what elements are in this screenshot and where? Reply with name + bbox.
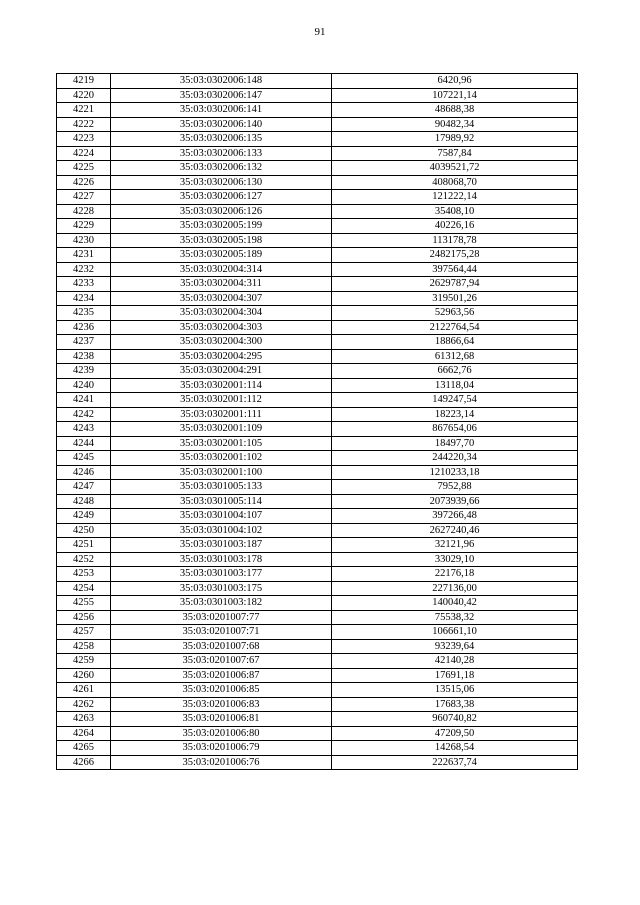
cadastral-number-cell: 35:03:0302006:132	[111, 161, 332, 176]
row-number-cell: 4233	[57, 277, 111, 292]
cadastral-number-cell: 35:03:0302004:311	[111, 277, 332, 292]
row-number-cell: 4227	[57, 190, 111, 205]
row-number-cell: 4231	[57, 248, 111, 263]
row-number-cell: 4245	[57, 451, 111, 466]
cadastral-number-cell: 35:03:0301004:102	[111, 523, 332, 538]
page-number: 91	[314, 26, 326, 38]
value-cell: 47209,50	[332, 726, 578, 741]
cadastral-number-cell: 35:03:0302006:126	[111, 204, 332, 219]
row-number-cell: 4250	[57, 523, 111, 538]
cadastral-number-cell: 35:03:0301003:178	[111, 552, 332, 567]
table-body	[57, 74, 578, 770]
value-cell: 397564,44	[332, 262, 578, 277]
table-row	[57, 465, 578, 480]
cadastral-number-cell: 35:03:0201006:80	[111, 726, 332, 741]
table-row	[57, 88, 578, 103]
table-row	[57, 639, 578, 654]
cadastral-number-cell: 35:03:0302006:147	[111, 88, 332, 103]
value-cell: 93239,64	[332, 639, 578, 654]
value-cell: 17691,18	[332, 668, 578, 683]
row-number-cell: 4220	[57, 88, 111, 103]
row-number-cell: 4223	[57, 132, 111, 147]
row-number-cell: 4256	[57, 610, 111, 625]
cadastral-number-cell: 35:03:0301005:133	[111, 480, 332, 495]
table-row	[57, 378, 578, 393]
value-cell: 18866,64	[332, 335, 578, 350]
table-row	[57, 538, 578, 553]
table-row	[57, 509, 578, 524]
cadastral-number-cell: 35:03:0201006:76	[111, 755, 332, 770]
row-number-cell: 4232	[57, 262, 111, 277]
value-cell: 2629787,94	[332, 277, 578, 292]
value-cell: 319501,26	[332, 291, 578, 306]
value-cell: 2627240,46	[332, 523, 578, 538]
cadastral-number-cell: 35:03:0302001:109	[111, 422, 332, 437]
row-number-cell: 4259	[57, 654, 111, 669]
value-cell: 106661,10	[332, 625, 578, 640]
table-row	[57, 451, 578, 466]
table-row	[57, 204, 578, 219]
table-row	[57, 523, 578, 538]
cadastral-number-cell: 35:03:0302006:135	[111, 132, 332, 147]
row-number-cell: 4225	[57, 161, 111, 176]
row-number-cell: 4249	[57, 509, 111, 524]
table-row	[57, 480, 578, 495]
table-row	[57, 755, 578, 770]
row-number-cell: 4264	[57, 726, 111, 741]
value-cell: 6420,96	[332, 74, 578, 89]
value-cell: 960740,82	[332, 712, 578, 727]
row-number-cell: 4261	[57, 683, 111, 698]
row-number-cell: 4219	[57, 74, 111, 89]
row-number-cell: 4254	[57, 581, 111, 596]
value-cell: 2122764,54	[332, 320, 578, 335]
value-cell: 227136,00	[332, 581, 578, 596]
cadastral-number-cell: 35:03:0302006:148	[111, 74, 332, 89]
cadastral-number-cell: 35:03:0302001:112	[111, 393, 332, 408]
row-number-cell: 4266	[57, 755, 111, 770]
cadastral-number-cell: 35:03:0302001:102	[111, 451, 332, 466]
value-cell: 107221,14	[332, 88, 578, 103]
value-cell: 2073939,66	[332, 494, 578, 509]
value-cell: 222637,74	[332, 755, 578, 770]
value-cell: 90482,34	[332, 117, 578, 132]
table-row	[57, 320, 578, 335]
cadastral-number-cell: 35:03:0302001:114	[111, 378, 332, 393]
table-row	[57, 610, 578, 625]
table-row	[57, 654, 578, 669]
table-row	[57, 277, 578, 292]
table-row	[57, 335, 578, 350]
row-number-cell: 4263	[57, 712, 111, 727]
value-cell: 7587,84	[332, 146, 578, 161]
row-number-cell: 4244	[57, 436, 111, 451]
value-cell: 408068,70	[332, 175, 578, 190]
row-number-cell: 4235	[57, 306, 111, 321]
cadastral-number-cell: 35:03:0301003:175	[111, 581, 332, 596]
cadastral-number-cell: 35:03:0302006:133	[111, 146, 332, 161]
value-cell: 42140,28	[332, 654, 578, 669]
cadastral-number-cell: 35:03:0302004:303	[111, 320, 332, 335]
cadastral-number-cell: 35:03:0301003:187	[111, 538, 332, 553]
table-row	[57, 74, 578, 89]
table-row	[57, 407, 578, 422]
value-cell: 33029,10	[332, 552, 578, 567]
row-number-cell: 4238	[57, 349, 111, 364]
table-row	[57, 146, 578, 161]
row-number-cell: 4246	[57, 465, 111, 480]
table-row	[57, 596, 578, 611]
cadastral-number-cell: 35:03:0302001:100	[111, 465, 332, 480]
table-row	[57, 161, 578, 176]
table-row	[57, 494, 578, 509]
value-cell: 6662,76	[332, 364, 578, 379]
value-cell: 48688,38	[332, 103, 578, 118]
row-number-cell: 4229	[57, 219, 111, 234]
table-row	[57, 683, 578, 698]
row-number-cell: 4241	[57, 393, 111, 408]
cadastral-number-cell: 35:03:0302001:111	[111, 407, 332, 422]
cadastral-number-cell: 35:03:0302006:127	[111, 190, 332, 205]
value-cell: 52963,56	[332, 306, 578, 321]
value-cell: 40226,16	[332, 219, 578, 234]
value-cell: 13515,06	[332, 683, 578, 698]
table-row	[57, 103, 578, 118]
row-number-cell: 4230	[57, 233, 111, 248]
table-row	[57, 552, 578, 567]
row-number-cell: 4242	[57, 407, 111, 422]
cadastral-number-cell: 35:03:0302004:304	[111, 306, 332, 321]
table-row	[57, 726, 578, 741]
row-number-cell: 4228	[57, 204, 111, 219]
cadastral-number-cell: 35:03:0302005:199	[111, 219, 332, 234]
row-number-cell: 4260	[57, 668, 111, 683]
row-number-cell: 4247	[57, 480, 111, 495]
value-cell: 140040,42	[332, 596, 578, 611]
table-row	[57, 219, 578, 234]
row-number-cell: 4239	[57, 364, 111, 379]
cadastral-number-cell: 35:03:0302004:291	[111, 364, 332, 379]
table-row	[57, 190, 578, 205]
value-cell: 75538,32	[332, 610, 578, 625]
table-row	[57, 422, 578, 437]
table-row	[57, 306, 578, 321]
table-row	[57, 117, 578, 132]
row-number-cell: 4234	[57, 291, 111, 306]
value-cell: 32121,96	[332, 538, 578, 553]
cadastral-number-cell: 35:03:0302001:105	[111, 436, 332, 451]
table-row	[57, 364, 578, 379]
row-number-cell: 4248	[57, 494, 111, 509]
row-number-cell: 4262	[57, 697, 111, 712]
cadastral-number-cell: 35:03:0201006:85	[111, 683, 332, 698]
value-cell: 18497,70	[332, 436, 578, 451]
value-cell: 121222,14	[332, 190, 578, 205]
table-row	[57, 741, 578, 756]
table-row	[57, 625, 578, 640]
cadastral-number-cell: 35:03:0302004:300	[111, 335, 332, 350]
table-row	[57, 697, 578, 712]
row-number-cell: 4252	[57, 552, 111, 567]
row-number-cell: 4240	[57, 378, 111, 393]
cadastral-number-cell: 35:03:0301004:107	[111, 509, 332, 524]
cadastral-number-cell: 35:03:0302005:189	[111, 248, 332, 263]
row-number-cell: 4236	[57, 320, 111, 335]
value-cell: 17683,38	[332, 697, 578, 712]
cadastral-number-cell: 35:03:0301003:182	[111, 596, 332, 611]
row-number-cell: 4253	[57, 567, 111, 582]
row-number-cell: 4224	[57, 146, 111, 161]
cadastral-number-cell: 35:03:0201007:67	[111, 654, 332, 669]
value-cell: 2482175,28	[332, 248, 578, 263]
table-row	[57, 393, 578, 408]
cadastral-number-cell: 35:03:0201007:71	[111, 625, 332, 640]
cadastral-number-cell: 35:03:0302004:295	[111, 349, 332, 364]
row-number-cell: 4258	[57, 639, 111, 654]
table-row	[57, 291, 578, 306]
cadastral-number-cell: 35:03:0302006:130	[111, 175, 332, 190]
value-cell: 397266,48	[332, 509, 578, 524]
table-row	[57, 567, 578, 582]
row-number-cell: 4243	[57, 422, 111, 437]
value-cell: 61312,68	[332, 349, 578, 364]
cadastral-number-cell: 35:03:0201006:79	[111, 741, 332, 756]
row-number-cell: 4226	[57, 175, 111, 190]
cadastral-number-cell: 35:03:0302005:198	[111, 233, 332, 248]
cadastral-number-cell: 35:03:0302006:140	[111, 117, 332, 132]
row-number-cell: 4237	[57, 335, 111, 350]
table-row	[57, 175, 578, 190]
row-number-cell: 4255	[57, 596, 111, 611]
cadastral-number-cell: 35:03:0302004:307	[111, 291, 332, 306]
value-cell: 17989,92	[332, 132, 578, 147]
value-cell: 22176,18	[332, 567, 578, 582]
table-row	[57, 248, 578, 263]
cadastral-number-cell: 35:03:0302004:314	[111, 262, 332, 277]
cadastral-number-cell: 35:03:0201006:83	[111, 697, 332, 712]
row-number-cell: 4257	[57, 625, 111, 640]
cadastral-number-cell: 35:03:0201006:87	[111, 668, 332, 683]
table-row	[57, 262, 578, 277]
data-table	[56, 73, 578, 770]
row-number-cell: 4251	[57, 538, 111, 553]
table-row	[57, 349, 578, 364]
cadastral-number-cell: 35:03:0302006:141	[111, 103, 332, 118]
cadastral-number-cell: 35:03:0201007:77	[111, 610, 332, 625]
row-number-cell: 4265	[57, 741, 111, 756]
cadastral-number-cell: 35:03:0301003:177	[111, 567, 332, 582]
value-cell: 14268,54	[332, 741, 578, 756]
row-number-cell: 4221	[57, 103, 111, 118]
value-cell: 113178,78	[332, 233, 578, 248]
value-cell: 13118,04	[332, 378, 578, 393]
table-row	[57, 581, 578, 596]
value-cell: 18223,14	[332, 407, 578, 422]
table-row	[57, 132, 578, 147]
table-row	[57, 233, 578, 248]
row-number-cell: 4222	[57, 117, 111, 132]
value-cell: 1210233,18	[332, 465, 578, 480]
value-cell: 149247,54	[332, 393, 578, 408]
cadastral-number-cell: 35:03:0201007:68	[111, 639, 332, 654]
value-cell: 4039521,72	[332, 161, 578, 176]
cadastral-number-cell: 35:03:0201006:81	[111, 712, 332, 727]
table-row	[57, 436, 578, 451]
table-row	[57, 668, 578, 683]
value-cell: 7952,88	[332, 480, 578, 495]
value-cell: 35408,10	[332, 204, 578, 219]
table-row	[57, 712, 578, 727]
cadastral-number-cell: 35:03:0301005:114	[111, 494, 332, 509]
value-cell: 244220,34	[332, 451, 578, 466]
value-cell: 867654,06	[332, 422, 578, 437]
